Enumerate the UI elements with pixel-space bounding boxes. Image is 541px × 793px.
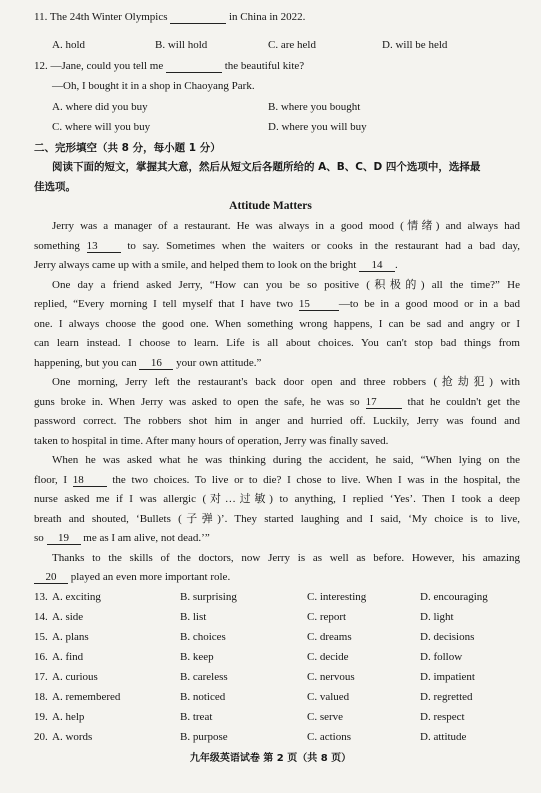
question-11 <box>34 10 305 24</box>
passage-title: Attitude Matters <box>229 200 312 212</box>
passage-line: so 19 me as I am alive, not dead.’” <box>34 532 210 544</box>
passage-line: One day a friend asked Jerry, “How can you be so positive (积极的) all the time?” He <box>52 279 520 291</box>
choice-option-b[interactable]: B. treat <box>180 711 213 723</box>
passage-line: something 13 to say. Sometimes when the waiters or cooks in the restaurant had a bad day, <box>34 240 520 252</box>
choice-option-b[interactable]: B. noticed <box>180 691 226 703</box>
choice-option-d[interactable]: D. follow <box>420 651 463 663</box>
section-instruction: 佳选项。 <box>34 181 76 193</box>
passage-line: taken to hospital in time. After many hours of operation, Jerry was finally saved. <box>34 435 389 447</box>
section-heading: 二、完形填空（共 8 分，每小题 1 分） <box>34 142 221 154</box>
blank-14[interactable]: 14 <box>359 259 395 272</box>
choice-option-c[interactable]: C. dreams <box>307 631 352 643</box>
answer-blank[interactable] <box>170 11 226 24</box>
passage-line: floor, I 18 the two choices. To live or to die? I chose to live. When I was in the hospital, the <box>34 474 521 486</box>
choice-number: 14. <box>34 611 48 623</box>
question-12 <box>34 59 304 73</box>
question-number: 12. <box>34 60 48 72</box>
question-text: in China in 2022. <box>229 11 306 23</box>
option-c[interactable]: C. are held <box>268 39 316 51</box>
option-d[interactable]: D. where you will buy <box>268 121 367 133</box>
question-text: The 24th Winter Olympics <box>49 11 168 23</box>
choice-option-b[interactable]: B. choices <box>180 631 226 643</box>
choice-option-a[interactable]: A. exciting <box>52 591 101 603</box>
choice-option-b[interactable]: B. keep <box>180 651 214 663</box>
choice-option-d[interactable]: D. impatient <box>420 671 475 683</box>
choice-number: 18. <box>34 691 48 703</box>
blank-20[interactable]: 20 <box>34 571 68 584</box>
choice-option-d[interactable]: D. decisions <box>420 631 475 643</box>
option-b[interactable]: B. will hold <box>155 39 208 51</box>
choice-option-b[interactable]: B. surprising <box>180 591 237 603</box>
choice-number: 17. <box>34 671 48 683</box>
choice-option-c[interactable]: C. serve <box>307 711 344 723</box>
passage-line: replied, “Every morning I tell myself that I have two 15 —to be in a good mood or in a bad <box>34 298 520 310</box>
choice-number: 19. <box>34 711 48 723</box>
page-footer: 九年级英语试卷 第 2 页（共 8 页） <box>189 753 352 764</box>
choice-option-c[interactable]: C. interesting <box>307 591 367 603</box>
choice-number: 13. <box>34 591 48 603</box>
choice-option-a[interactable]: A. words <box>52 731 93 743</box>
choice-number: 16. <box>34 651 48 663</box>
blank-18[interactable]: 18 <box>73 474 107 487</box>
choice-option-d[interactable]: D. respect <box>420 711 465 723</box>
blank-16[interactable]: 16 <box>139 357 173 370</box>
option-b[interactable]: B. where you bought <box>268 101 361 113</box>
choice-option-b[interactable]: B. purpose <box>180 731 228 743</box>
choice-option-d[interactable]: D. light <box>420 611 454 623</box>
choice-option-b[interactable]: B. list <box>180 611 207 623</box>
passage-line: nurse asked me if I was allergic (对…过敏) to anything, I replied ‘Yes’. Then I took a deep <box>34 493 520 505</box>
choice-option-c[interactable]: C. valued <box>307 691 350 703</box>
option-a[interactable]: A. hold <box>52 39 85 51</box>
passage-line: 20 played an even more important role. <box>34 570 230 584</box>
choice-option-d[interactable]: D. encouraging <box>420 591 488 603</box>
choice-option-a[interactable]: A. side <box>52 611 84 623</box>
choice-option-c[interactable]: C. actions <box>307 731 351 743</box>
choice-number: 15. <box>34 631 48 643</box>
choice-option-c[interactable]: C. report <box>307 611 347 623</box>
passage-line: When he was asked what he was thinking during the accident, he said, “When lying on the <box>52 454 520 466</box>
passage-line: Jerry always came up with a smile, and helped them to look on the bright 14 . <box>34 259 398 271</box>
option-a[interactable]: A. where did you buy <box>52 101 148 113</box>
passage-line: One morning, Jerry left the restaurant's back door open and three robbers (抢劫犯) with <box>52 376 520 388</box>
choice-option-d[interactable]: D. regretted <box>420 691 473 703</box>
section-instruction: 阅读下面的短文，掌握其大意，然后从短文后各题所给的 A、B、C、D 四个选项中，选择最 <box>52 161 481 173</box>
choice-option-a[interactable]: A. find <box>52 651 84 663</box>
passage-line: one. I always choose the good one. When something wrong happens, I can be sad and angry or I <box>34 318 520 330</box>
blank-13[interactable]: 13 <box>87 240 121 253</box>
passage-line: happening, but you can 16 your own attitude.” <box>34 357 262 369</box>
choice-number: 20. <box>34 731 48 743</box>
choice-option-a[interactable]: A. plans <box>52 631 89 643</box>
question-text: —Jane, could you tell me <box>50 60 164 72</box>
choice-option-a[interactable]: A. remembered <box>52 691 121 703</box>
choice-option-a[interactable]: A. curious <box>52 671 98 683</box>
blank-19[interactable]: 19 <box>47 532 81 545</box>
choice-option-c[interactable]: C. nervous <box>307 671 355 683</box>
passage-line: Thanks to the skills of the doctors, now Jerry is as well as before. However, his amazing <box>52 552 520 564</box>
passage-line: can learn instead. I choose to learn. Life is all about choices. You can't stop bad things from <box>34 337 520 349</box>
choice-option-b[interactable]: B. careless <box>180 671 228 683</box>
option-d[interactable]: D. will be held <box>382 39 448 51</box>
blank-17[interactable]: 17 <box>366 396 402 409</box>
question-text: the beautiful kite? <box>224 60 305 72</box>
answer-blank[interactable] <box>166 60 222 73</box>
passage-line: password correct. The robbers shot him in anger and hurried off. Luckily, Jerry was found and <box>34 415 520 427</box>
passage-line: breath and shouted, ‘Bullets (子弹)’. They started laughing and I said, ‘My choice is to live, <box>34 513 520 525</box>
option-c[interactable]: C. where will you buy <box>52 121 151 133</box>
question-number: 11. <box>34 11 48 23</box>
dialogue-reply: —Oh, I bought it in a shop in Chaoyang Park. <box>52 80 255 92</box>
choice-option-d[interactable]: D. attitude <box>420 731 467 743</box>
blank-15[interactable]: 15 <box>299 298 339 311</box>
passage-line: guns broke in. When Jerry was asked to open the safe, he was so 17 that he couldn't get the <box>34 396 520 408</box>
passage-line: Jerry was a manager of a restaurant. He was always in a good mood (情绪) and always had <box>52 220 520 232</box>
choice-option-c[interactable]: C. decide <box>307 651 349 663</box>
choice-option-a[interactable]: A. help <box>52 711 85 723</box>
